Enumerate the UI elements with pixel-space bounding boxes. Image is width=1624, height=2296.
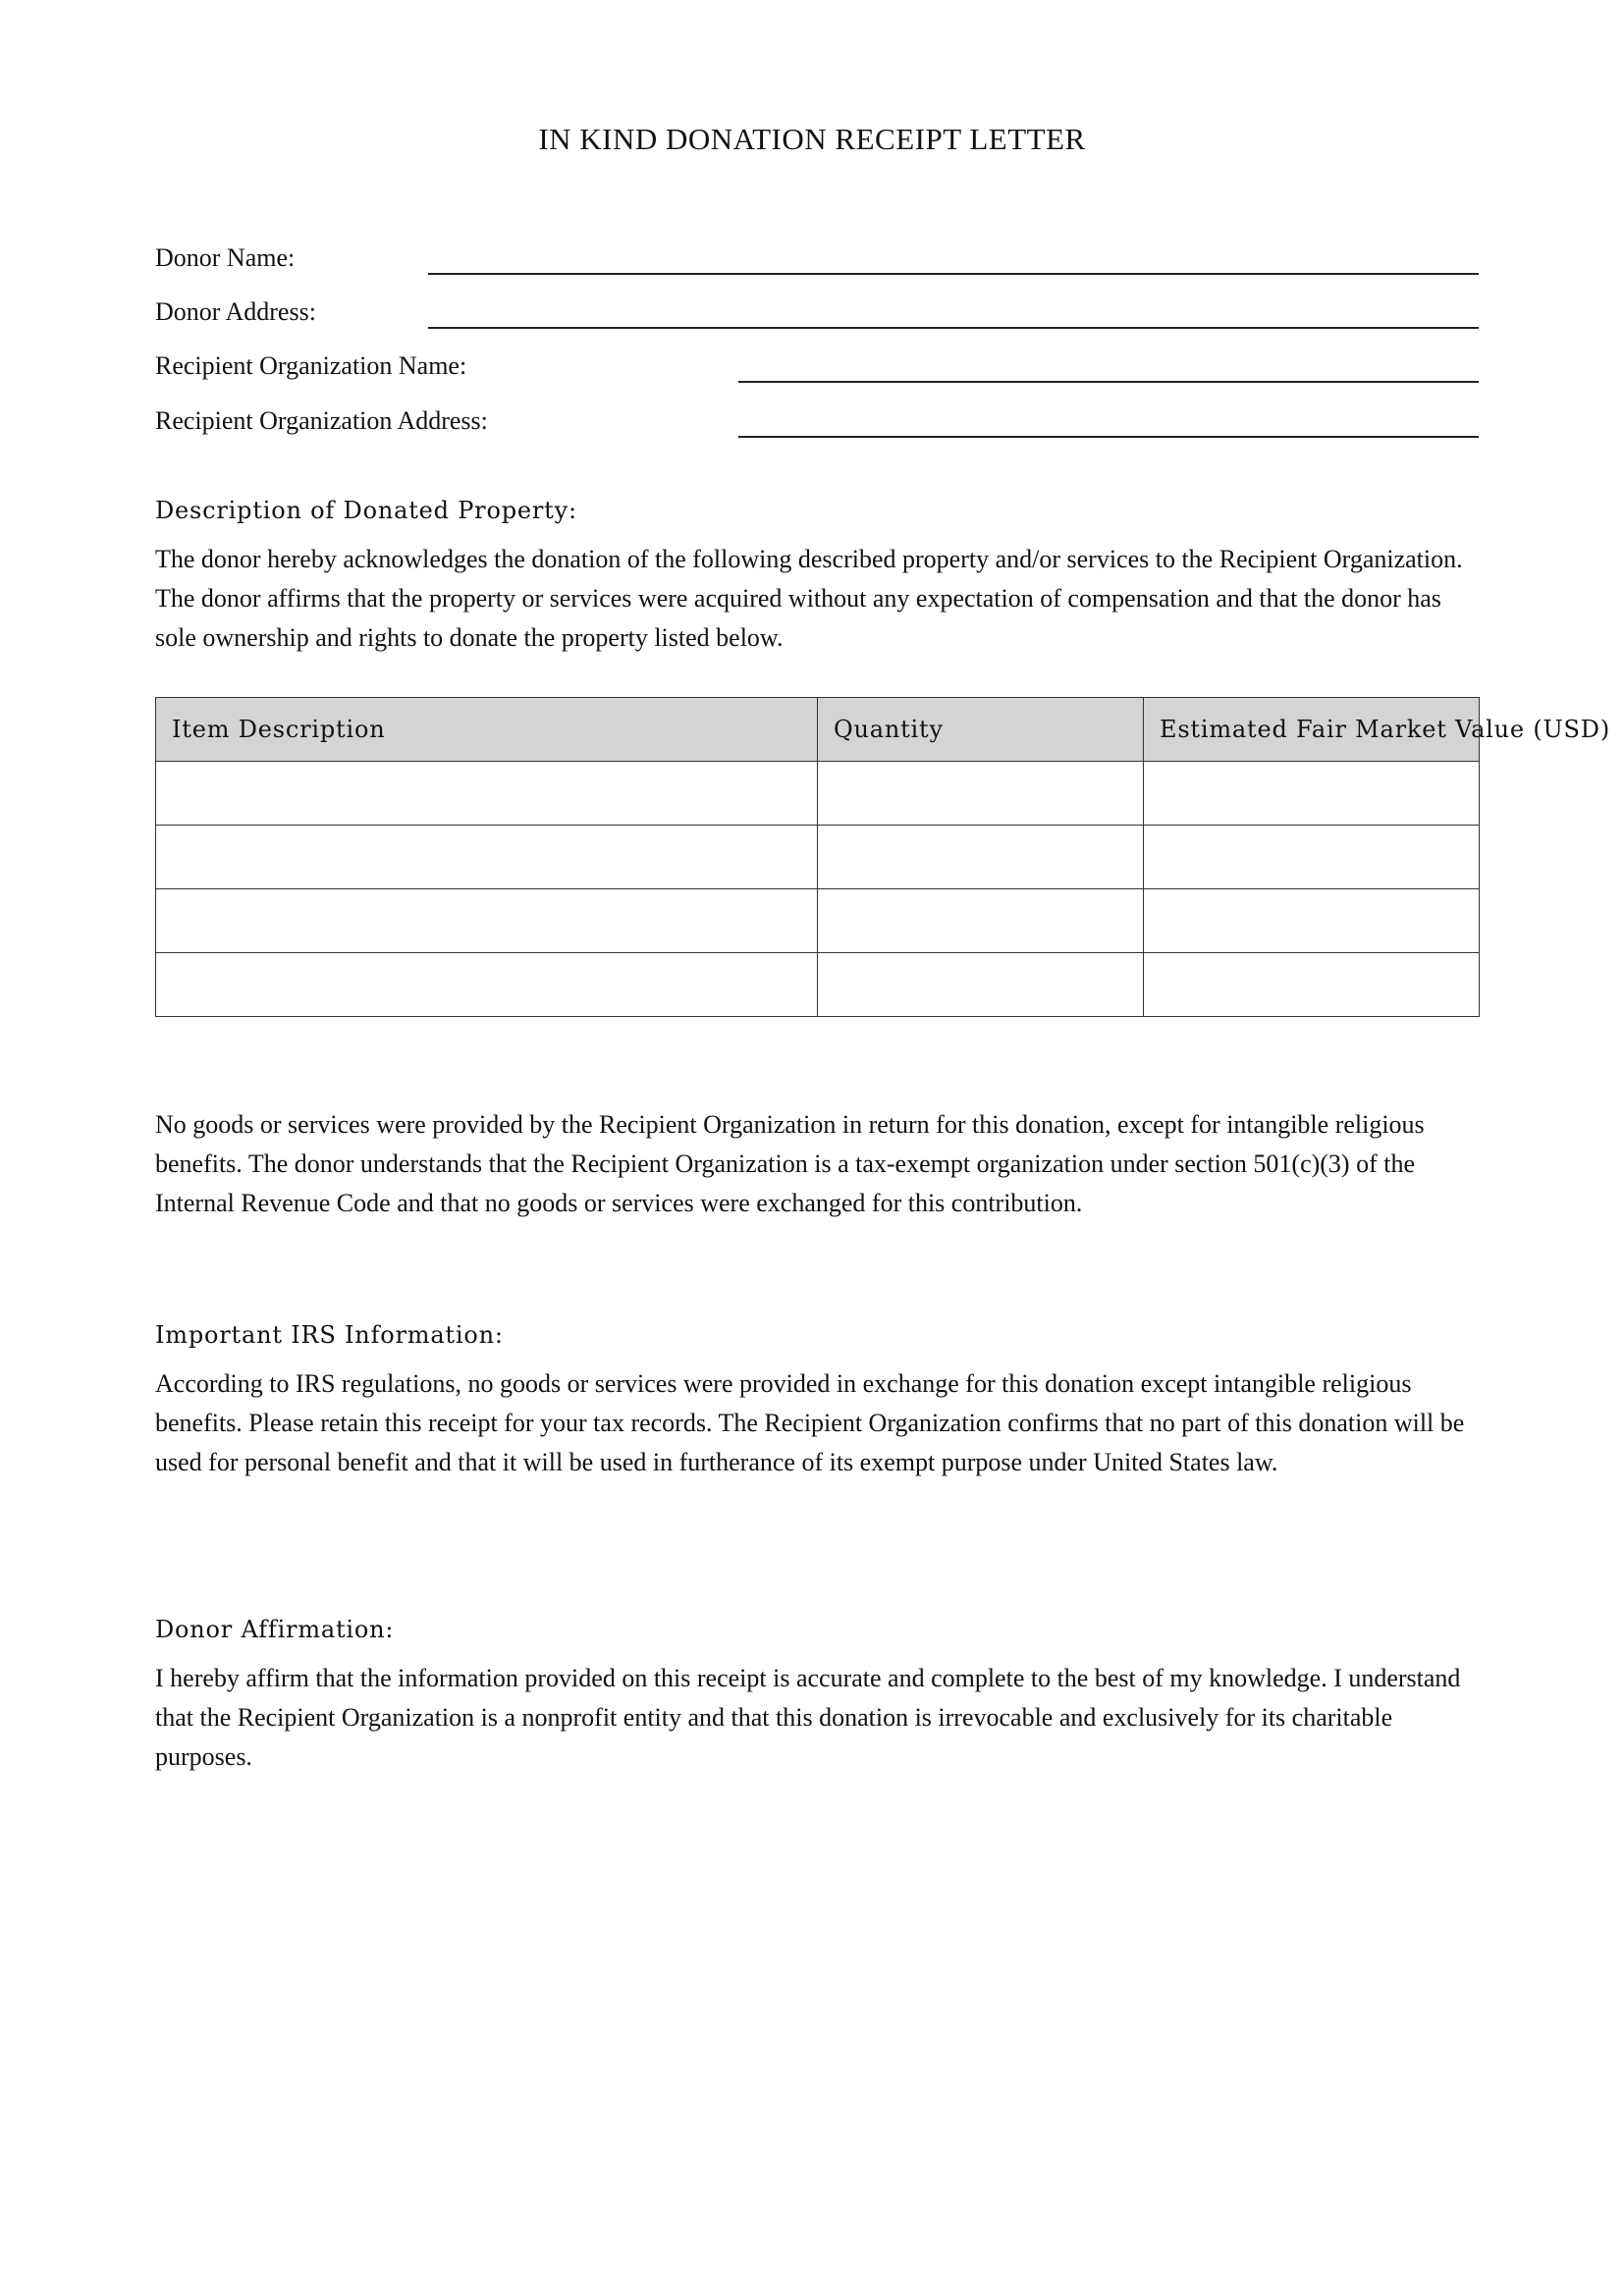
table-row [156, 953, 1480, 1017]
fair-market-value-cell[interactable] [1144, 762, 1480, 826]
donor-name-row [155, 234, 1481, 273]
column-header-item-description: Item Description [156, 698, 818, 762]
description-text: The donor hereby acknowledges the donation of the following described property and/or services to the Recipient Organization. The donor affirms that the property or services were acquired without any expectation of compensation and that the donor has sole ownership and rights to donate the property listed below. [155, 545, 1463, 652]
table-row [156, 826, 1480, 889]
item-description-cell[interactable] [156, 889, 818, 953]
quantity-cell[interactable] [818, 889, 1144, 953]
recipient-address-label: Recipient Organization Address: [155, 406, 488, 435]
recipient-name-row [155, 342, 1481, 381]
donated-items-table [155, 697, 1610, 1017]
fair-market-value-cell[interactable] [1144, 826, 1480, 889]
column-header-quantity: Quantity [818, 698, 1144, 762]
quantity-cell[interactable] [818, 826, 1144, 889]
page-title: IN KIND DONATION RECEIPT LETTER [538, 122, 1086, 156]
donor-address-label: Donor Address: [155, 297, 316, 326]
recipient-address-row [155, 397, 1481, 436]
fair-market-value-cell[interactable] [1144, 889, 1480, 953]
donor-name-label: Donor Name: [155, 243, 296, 272]
irs-heading: Important IRS Information: [155, 1321, 504, 1349]
table-row [156, 889, 1480, 953]
no-goods-statement: No goods or services were provided by the Recipient Organization in return for this donation, except for intangible religious benefits. The donor understands that the Recipient Organization is a tax-exempt organization under section 501(c)(3) of the Internal Revenue Code and that no goods or services were exchanged for this contribution. [155, 1110, 1425, 1217]
recipient-name-field[interactable] [738, 381, 1479, 383]
irs-text: According to IRS regulations, no goods or services were provided in exchange for this donation except intangible religious benefits. Please retain this receipt for your tax records. The Recipient Organization confirms that no part of this donation will be used for personal benefit and that it will be used in furtherance of its exempt purpose under United States law. [155, 1369, 1465, 1476]
table-header-row [156, 698, 1480, 762]
item-description-cell[interactable] [156, 826, 818, 889]
description-heading: Description of Donated Property: [155, 497, 577, 524]
item-description-cell[interactable] [156, 953, 818, 1017]
donor-name-field[interactable] [428, 273, 1479, 275]
affirmation-heading: Donor Affirmation: [155, 1616, 395, 1643]
affirmation-text: I hereby affirm that the information provided on this receipt is accurate and complete to the best of my knowledge. I understand that the Recipient Organization is a nonprofit entity and that this donation is irrevocable and exclusively for its charitable purposes. [155, 1664, 1461, 1771]
quantity-cell[interactable] [818, 953, 1144, 1017]
fair-market-value-cell[interactable] [1144, 953, 1480, 1017]
donor-address-field[interactable] [428, 327, 1479, 329]
recipient-address-field[interactable] [738, 436, 1479, 438]
column-header-fair-market-value: Estimated Fair Market Value (USD) [1144, 698, 1480, 762]
table-row [156, 762, 1480, 826]
quantity-cell[interactable] [818, 762, 1144, 826]
item-description-cell[interactable] [156, 762, 818, 826]
recipient-name-label: Recipient Organization Name: [155, 351, 467, 380]
donor-address-row [155, 288, 1481, 327]
